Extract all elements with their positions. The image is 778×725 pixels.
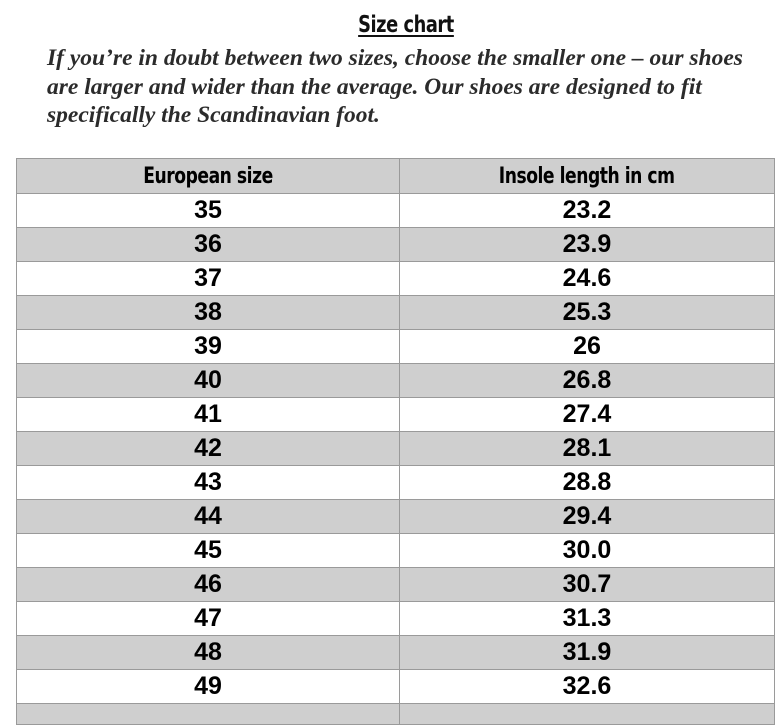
table-row <box>17 432 775 466</box>
size-table <box>16 158 775 725</box>
table-row <box>17 194 775 228</box>
table-row <box>17 398 775 432</box>
insole-length-cell: 26 <box>400 330 775 364</box>
european-size-cell: 42 <box>17 432 400 466</box>
table-row <box>17 364 775 398</box>
insole-length-cell: 31.3 <box>400 602 775 636</box>
european-size-cell: 49 <box>17 670 400 704</box>
insole-length-cell: 32.6 <box>400 670 775 704</box>
insole-length-cell: 25.3 <box>400 296 775 330</box>
european-size-cell: 43 <box>17 466 400 500</box>
insole-length-cell: 24.6 <box>400 262 775 296</box>
european-size-cell: 40 <box>17 364 400 398</box>
european-size-cell: 44 <box>17 500 400 534</box>
insole-length-cell <box>400 704 775 725</box>
table-row <box>17 296 775 330</box>
table-row <box>17 602 775 636</box>
page-title <box>57 12 755 38</box>
european-size-cell: 46 <box>17 568 400 602</box>
table-row <box>17 670 775 704</box>
insole-length-cell: 28.1 <box>400 432 775 466</box>
column-header-european-size <box>17 159 400 194</box>
european-size-cell: 36 <box>17 228 400 262</box>
insole-length-cell: 31.9 <box>400 636 775 670</box>
intro-paragraph: If you’re in doubt between two sizes, choose the smaller one – our shoes are larger and wider than the average. Our shoes are designed to fit specifically the Scandinavian foot. <box>47 45 743 128</box>
insole-length-cell: 23.9 <box>400 228 775 262</box>
table-row <box>17 636 775 670</box>
insole-length-cell: 28.8 <box>400 466 775 500</box>
table-row <box>17 228 775 262</box>
table-row <box>17 568 775 602</box>
european-size-cell: 41 <box>17 398 400 432</box>
european-size-cell: 35 <box>17 194 400 228</box>
insole-length-cell: 29.4 <box>400 500 775 534</box>
european-size-cell <box>17 704 400 725</box>
insole-length-cell: 23.2 <box>400 194 775 228</box>
european-size-cell: 37 <box>17 262 400 296</box>
table-row <box>17 534 775 568</box>
page-title-text: Size chart <box>358 12 454 38</box>
insole-length-cell: 30.7 <box>400 568 775 602</box>
table-row <box>17 262 775 296</box>
insole-length-cell: 26.8 <box>400 364 775 398</box>
table-row <box>17 500 775 534</box>
insole-length-cell: 30.0 <box>400 534 775 568</box>
european-size-cell: 38 <box>17 296 400 330</box>
column-header-label: Insole length in cm <box>499 163 675 189</box>
column-header-label: European size <box>143 163 273 189</box>
european-size-cell: 45 <box>17 534 400 568</box>
table-row-empty <box>17 704 775 725</box>
european-size-cell: 47 <box>17 602 400 636</box>
table-row <box>17 330 775 364</box>
table-header-row <box>17 159 775 194</box>
european-size-cell: 48 <box>17 636 400 670</box>
insole-length-cell: 27.4 <box>400 398 775 432</box>
table-row <box>17 466 775 500</box>
column-header-insole-length <box>400 159 775 194</box>
european-size-cell: 39 <box>17 330 400 364</box>
